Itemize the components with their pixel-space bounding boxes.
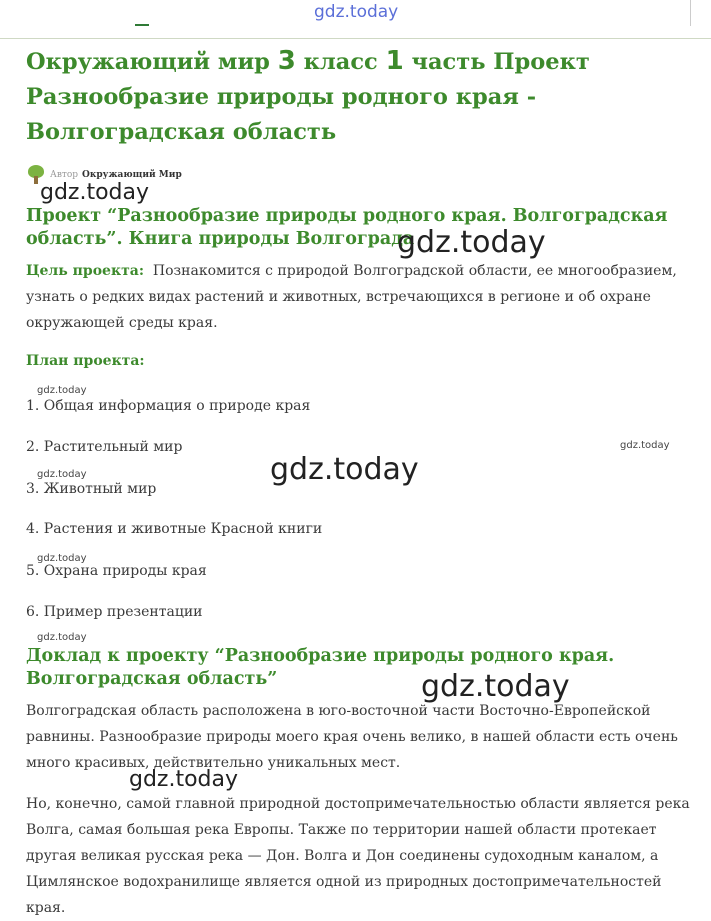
section-heading-project: Проект “Разнообразие природы родного края. Волгоградская область”. Книга природы Волгограда [26,206,668,249]
plan-item: 2. Растительный мир [26,439,183,455]
title-grade: 3 [277,46,296,76]
site-logo[interactable]: gdz.today [314,2,399,22]
goal-text: Познакомится с природой Волгоградской области, ее многообразием, узнать о редких видах растений и животных, встречающихся в регионе и об охране окружающей среды края. [26,263,677,331]
report-paragraph: Волгоградская область расположена в юго-восточной части Восточно-Европейской равнины. Разнообразие природы моего края очень велико, в нашей области есть очень много красивых, действительно уникальных мест. [26,703,678,771]
plan-item: 1. Общая информация о природе края [26,398,311,414]
report-paragraph: Но, конечно, самой главной природной достопримечательностью области является река Волга, самая большая река Европы. Также по территории нашей области протекает другая великая русская река — Дон. Волга и Дон соединены судоходным каналом, а Цимлянское водохранилище является одной из природных достопримечательностей края. [26,796,690,916]
watermark: gdz.today [397,225,546,260]
top-divider [690,0,691,26]
section-heading-report: Доклад к проекту “Разнообразие природы родного края. Волгоградская область” [26,646,615,689]
author-name[interactable]: Окружающий Мир [82,170,182,180]
watermark: gdz.today [421,669,570,704]
author-label: Автор [50,170,79,180]
plan-item: 3. Животный мир [26,481,157,497]
watermark: gdz.today [37,632,87,643]
title-part-num: 1 [385,46,404,76]
plan-item: 5. Охрана природы края [26,563,207,579]
top-bar [0,0,711,39]
plan-title: План проекта: [26,353,145,369]
project-goal [26,258,691,336]
plan-item: 6. Пример презентации [26,604,203,620]
title-part-b: класс [295,49,386,75]
page-title [26,44,696,150]
title-part-c: часть Проект Разнообразие природы родного края - Волгоградская область [26,49,590,145]
watermark: gdz.today [270,452,419,487]
plan-item: 4. Растения и животные Красной книги [26,521,323,537]
watermark: gdz.today [37,385,87,396]
watermark: gdz.today [129,767,239,792]
goal-label: Цель проекта: [26,263,144,279]
watermark: gdz.today [40,180,150,205]
watermark: gdz.today [37,553,87,564]
watermark: gdz.today [620,440,670,451]
menu-dash[interactable] [135,24,149,26]
title-part-a: Окружающий мир [26,49,278,75]
watermark: gdz.today [37,469,87,480]
